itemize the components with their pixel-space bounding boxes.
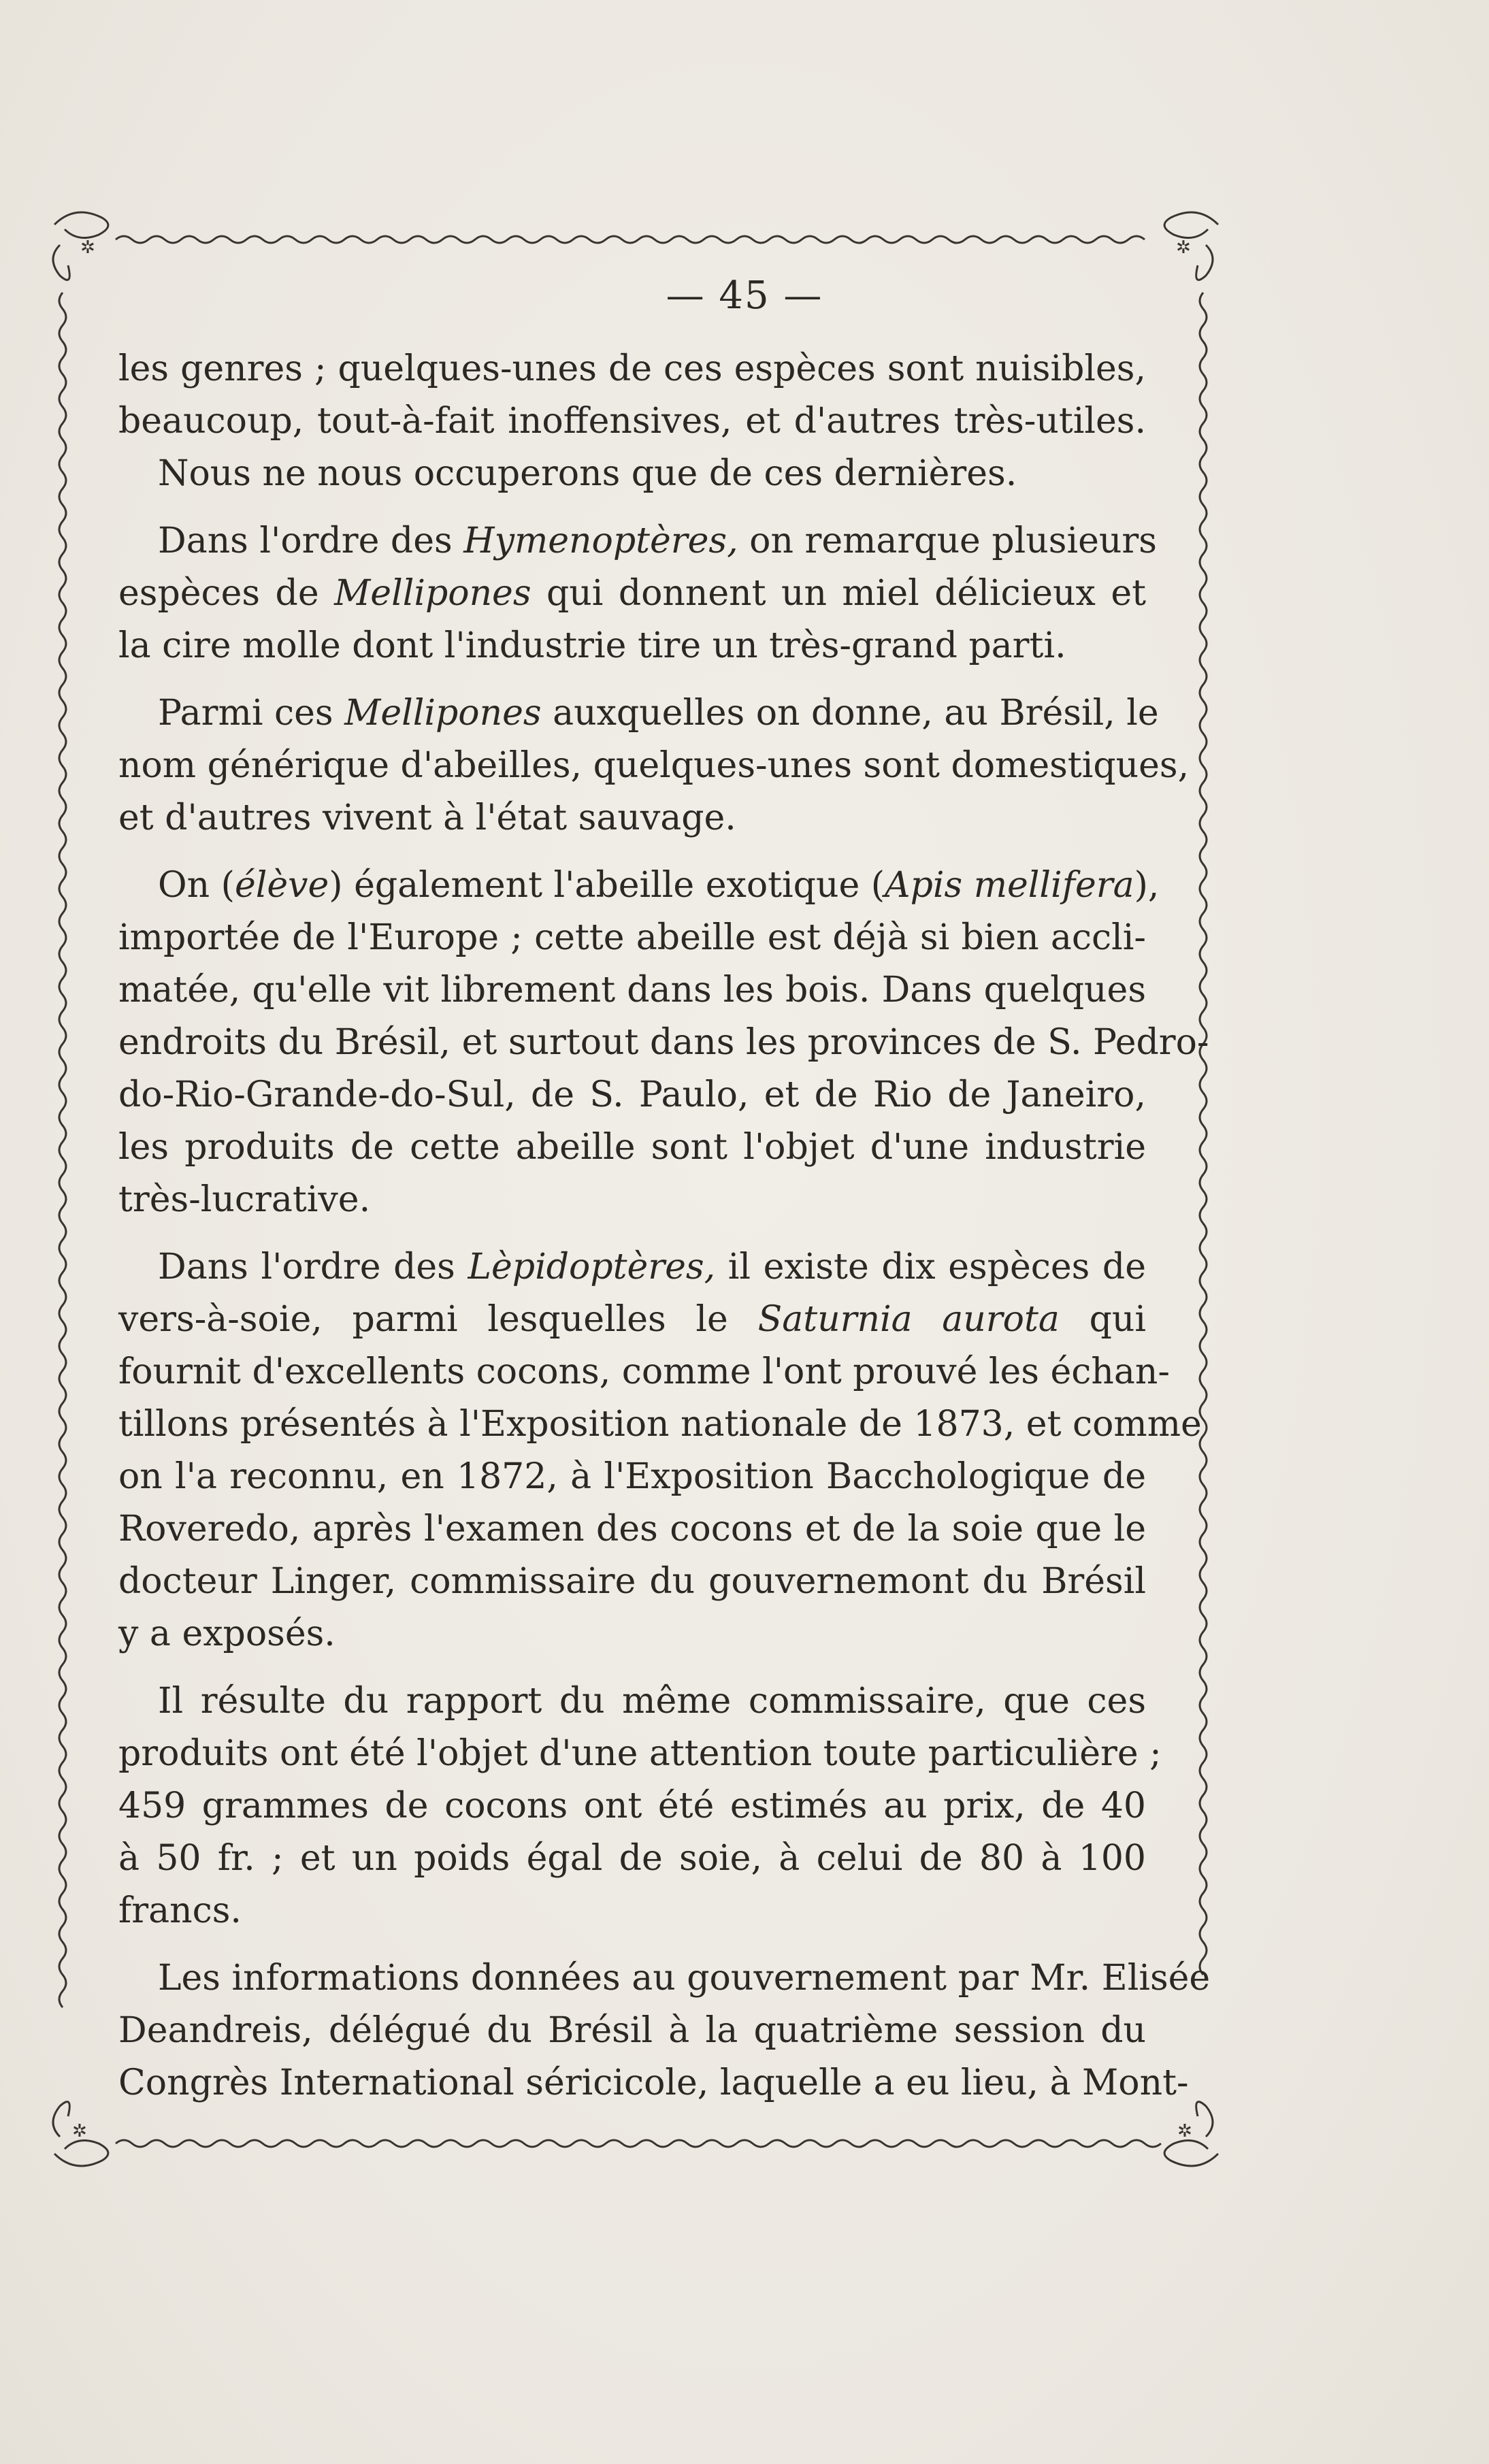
text-segment: qui donnent un miel délicieux et: [531, 573, 1146, 614]
text-segment: on remarque plusieurs: [738, 521, 1157, 561]
italic-term: Saturnia aurota: [757, 1299, 1060, 1340]
text-segment: auxquelles on donne, au Brésil, le: [541, 693, 1159, 734]
para-hymenopteres: [118, 515, 1157, 672]
text-line: docteur Linger, commissaire du gouvernemont du Brésil: [118, 1561, 1146, 1602]
text-line: et d'autres vivent à l'état sauvage.: [118, 798, 736, 838]
text-line: matée, qu'elle vit librement dans les bois. Dans quelques: [118, 970, 1146, 1011]
text-line: fournit d'excellents cocons, comme l'ont prouvé les échan-: [118, 1351, 1170, 1392]
right-wave-rule: [1200, 293, 1207, 1975]
text-line: produits ont été l'objet d'une attention toute particulière ;: [118, 1733, 1162, 1774]
text-segment: espèces de: [118, 573, 335, 614]
text-line: francs.: [118, 1890, 242, 1931]
text-line: les genres ; quelques-unes de ces espèces sont nuisibles,: [118, 348, 1146, 389]
corner-ornament-bottom-right: [1164, 2102, 1218, 2166]
text-line: Congrès International séricicole, laquelle a eu lieu, à Mont-: [118, 2063, 1189, 2103]
italic-term: Mellipones: [334, 573, 531, 614]
text-segment: On (: [158, 865, 235, 906]
svg-text:✲: ✲: [1177, 2121, 1192, 2141]
text-line: [118, 859, 1160, 912]
para-apis: [118, 859, 1209, 1226]
svg-text:✲: ✲: [1176, 237, 1191, 258]
corner-ornament-top-left: [53, 212, 108, 280]
corner-ornament-bottom-left: [53, 2102, 108, 2166]
text-segment: Dans l'ordre des: [158, 521, 464, 561]
text-line: [118, 1241, 1146, 1294]
text-line: beaucoup, tout-à-fait inoffensives, et d'autres très-utiles.: [118, 401, 1146, 442]
page-number: — 45 —: [666, 274, 823, 318]
para-rapport: [118, 1675, 1162, 1937]
italic-term: Apis mellifera: [885, 865, 1134, 906]
bottom-wave-rule: [116, 2140, 1161, 2147]
svg-text:✲: ✲: [72, 2121, 87, 2141]
text-segment: vers-à-soie, parmi lesquelles le: [118, 1299, 758, 1340]
para-informations: [118, 1952, 1211, 2109]
text-line: do-Rio-Grande-do-Sul, de S. Paulo, et de Rio de Janeiro,: [118, 1074, 1146, 1115]
text-segment: Parmi ces: [158, 693, 345, 734]
text-line: [118, 1294, 1146, 1346]
body-text: [118, 343, 1211, 2124]
text-line: endroits du Brésil, et surtout dans les provinces de S. Pedro-: [118, 1022, 1209, 1063]
text-line: très-lucrative.: [118, 1179, 371, 1220]
text-line: [118, 515, 1157, 568]
text-line: Deandreis, délégué du Brésil à la quatrième session du: [118, 2010, 1146, 2051]
para-continuation: [118, 343, 1146, 500]
text-line: Roveredo, après l'examen des cocons et de la soie que le: [118, 1509, 1146, 1549]
left-wave-rule: [59, 293, 66, 2007]
italic-term: élève: [234, 865, 329, 906]
text-segment: qui: [1059, 1299, 1147, 1340]
text-line: [118, 687, 1159, 740]
text-segment: Dans l'ordre des: [158, 1247, 468, 1287]
svg-text:✲: ✲: [80, 237, 95, 258]
text-segment: ),: [1134, 865, 1160, 906]
para-mellipones: [118, 687, 1190, 844]
text-segment: il existe dix espèces de: [715, 1247, 1146, 1287]
text-line: les produits de cette abeille sont l'objet d'une industrie: [118, 1127, 1146, 1168]
italic-term: Hymenoptères,: [463, 521, 738, 561]
text-line: nom générique d'abeilles, quelques-unes sont domestiques,: [118, 745, 1190, 786]
text-line: y a exposés.: [118, 1613, 336, 1654]
text-line: la cire molle dont l'industrie tire un très-grand parti.: [118, 625, 1066, 666]
text-segment: ) également l'abeille exotique (: [329, 865, 885, 906]
text-line: Les informations données au gouvernement par Mr. Elisée: [158, 1958, 1211, 1999]
italic-term: Lèpidoptères,: [468, 1247, 716, 1287]
text-line: 459 grammes de cocons ont été estimés au prix, de 40: [118, 1786, 1146, 1826]
text-line: Nous ne nous occuperons que de ces dernières.: [158, 453, 1017, 494]
text-line: tillons présentés à l'Exposition nationale de 1873, et comme: [118, 1404, 1202, 1445]
italic-term: Mellipones: [344, 693, 542, 734]
para-lepidopteres: [118, 1241, 1202, 1660]
text-line: à 50 fr. ; et un poids égal de soie, à celui de 80 à 100: [118, 1838, 1146, 1879]
top-wave-rule: [116, 236, 1145, 243]
text-line: Il résulte du rapport du même commissaire, que ces: [158, 1681, 1146, 1722]
text-line: on l'a reconnu, en 1872, à l'Exposition Bacchologique de: [118, 1456, 1146, 1497]
text-line: [118, 568, 1146, 620]
corner-ornament-top-right: [1164, 212, 1218, 280]
text-line: importée de l'Europe ; cette abeille est déjà si bien accli-: [118, 917, 1146, 958]
